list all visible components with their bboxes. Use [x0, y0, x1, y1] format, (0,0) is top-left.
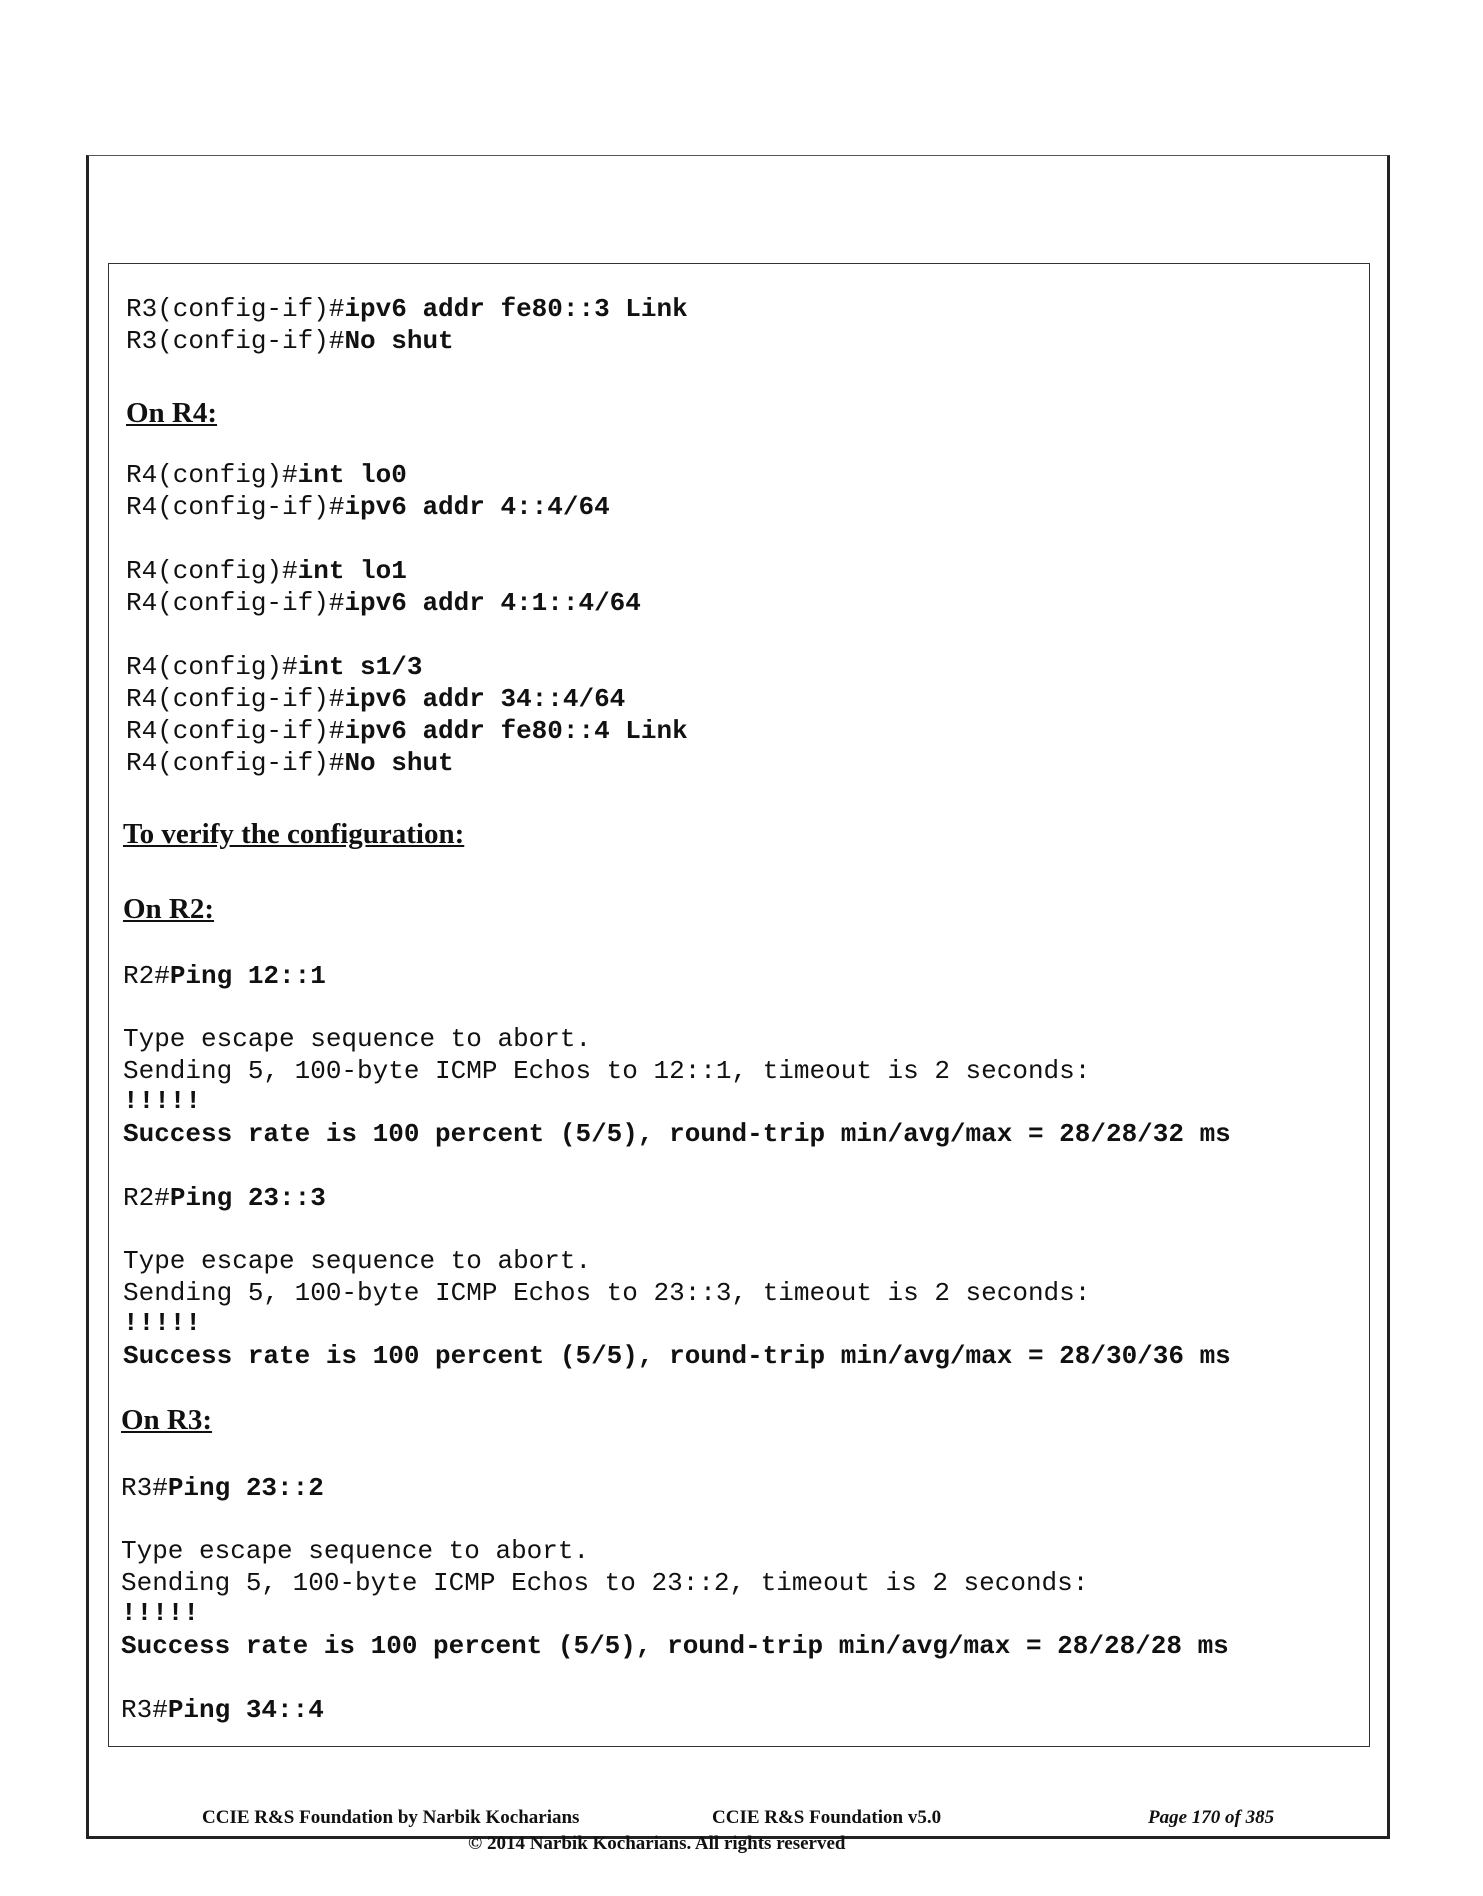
heading-verify: To verify the configuration:: [123, 818, 465, 850]
ping-command: R3#Ping 23::2: [121, 1473, 324, 1503]
ping-escape-text: Type escape sequence to abort.: [121, 1536, 590, 1566]
config-line: R4(config-if)#No shut: [126, 748, 454, 778]
config-line: R4(config-if)#ipv6 addr 4:1::4/64: [126, 588, 641, 618]
heading-on-r3: On R3:: [121, 1404, 213, 1436]
ping-command: R3#Ping 34::4: [121, 1695, 324, 1725]
config-line: R4(config)#int lo0: [126, 460, 407, 490]
footer-book-title: CCIE R&S Foundation by Narbik Kocharians: [202, 1807, 580, 1828]
config-line: R3(config-if)#ipv6 addr fe80::3 Link: [126, 294, 688, 324]
ping-command: R2#Ping 12::1: [123, 961, 326, 991]
ping-sending-text: Sending 5, 100-byte ICMP Echos to 23::2, timeout is 2 seconds:: [121, 1568, 1089, 1598]
heading-on-r2: On R2:: [123, 893, 215, 925]
ping-sending-text: Sending 5, 100-byte ICMP Echos to 12::1, timeout is 2 seconds:: [123, 1056, 1091, 1086]
ping-success-text: Success rate is 100 percent (5/5), round-trip min/avg/max = 28/28/28 ms: [121, 1631, 1229, 1661]
ping-escape-text: Type escape sequence to abort.: [123, 1246, 592, 1276]
ping-bangs: !!!!!: [123, 1308, 202, 1338]
ping-success-text: Success rate is 100 percent (5/5), round-trip min/avg/max = 28/28/32 ms: [123, 1119, 1231, 1149]
config-line: R4(config-if)#ipv6 addr 34::4/64: [126, 684, 626, 714]
ping-sending-text: Sending 5, 100-byte ICMP Echos to 23::3, timeout is 2 seconds:: [123, 1278, 1091, 1308]
config-line: R4(config)#int lo1: [126, 556, 407, 586]
config-line: R4(config-if)#ipv6 addr fe80::4 Link: [126, 716, 688, 746]
config-line: R4(config)#int s1/3: [126, 652, 423, 682]
heading-on-r4: On R4:: [126, 397, 218, 429]
ping-escape-text: Type escape sequence to abort.: [123, 1024, 592, 1054]
config-line: R3(config-if)#No shut: [126, 326, 454, 356]
footer-page-number: Page 170 of 385: [1148, 1807, 1275, 1828]
ping-bangs: !!!!!: [121, 1598, 200, 1628]
config-line: R4(config-if)#ipv6 addr 4::4/64: [126, 492, 610, 522]
ping-command: R2#Ping 23::3: [123, 1183, 326, 1213]
ping-bangs: !!!!!: [123, 1086, 202, 1116]
footer-version: CCIE R&S Foundation v5.0: [712, 1807, 942, 1828]
footer-copyright: © 2014 Narbik Kocharians. All rights reserved: [468, 1833, 846, 1854]
ping-success-text: Success rate is 100 percent (5/5), round-trip min/avg/max = 28/30/36 ms: [123, 1341, 1231, 1371]
